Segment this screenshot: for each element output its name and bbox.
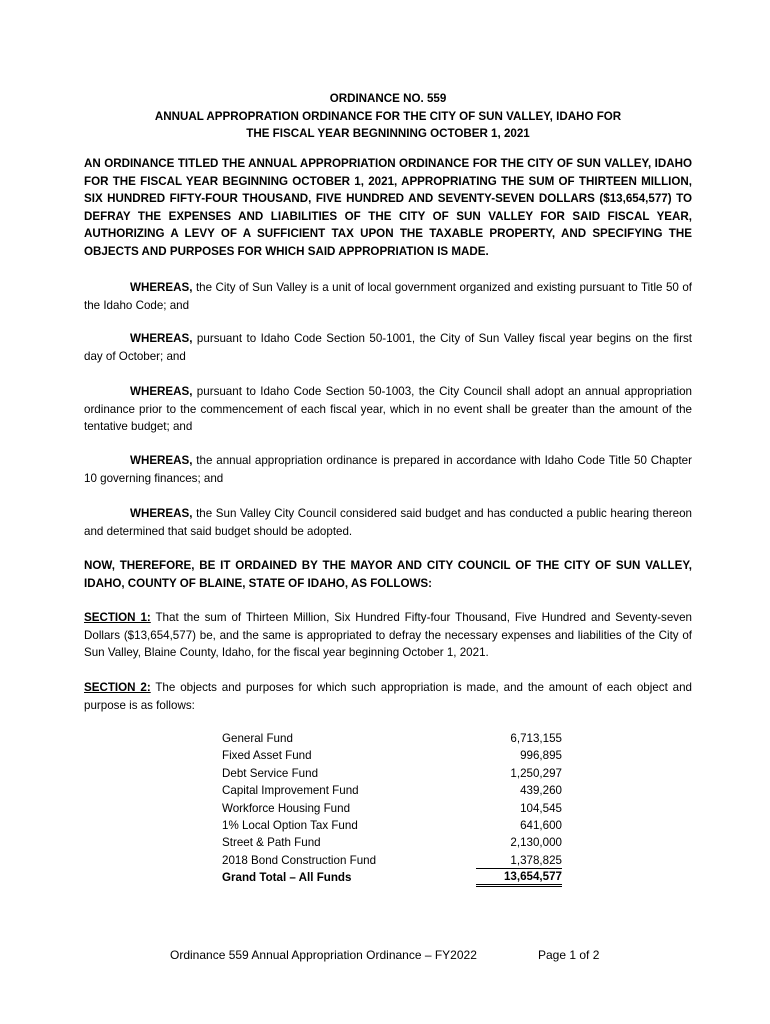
fund-row (222, 817, 562, 834)
whereas-paragraph (84, 279, 692, 314)
fund-row (222, 765, 562, 782)
whereas-text: pursuant to Idaho Code Section 50-1001, the City of Sun Valley fiscal year begins on the first day of October; and (84, 332, 692, 363)
whereas-text: the Sun Valley City Council considered said budget and has conducted a public hearing thereon and determined that said budget should be adopted. (84, 507, 692, 538)
section-1 (84, 609, 692, 662)
fund-name: Workforce Housing Fund (222, 801, 351, 815)
fund-name: Debt Service Fund (222, 766, 319, 780)
fund-amount: 996,895 (520, 749, 562, 763)
fund-row (222, 800, 562, 817)
now-therefore-clause: NOW, THEREFORE, BE IT ORDAINED BY THE MAYOR AND CITY COUNCIL OF THE CITY OF SUN VALLEY, IDAHO, COUNTY OF BLAINE, STATE OF IDAHO, AS FOLLOWS: (84, 559, 692, 590)
fund-row (222, 730, 562, 747)
whereas-text: the annual appropriation ordinance is prepared in accordance with Idaho Code Title 50 Chapter 10 governing finances; and (84, 454, 692, 485)
fund-name: Capital Improvement Fund (222, 784, 359, 798)
grand-total-row (222, 869, 562, 886)
footer-title: Ordinance 559 Annual Appropriation Ordinance – FY2022 (170, 948, 477, 962)
fund-name: General Fund (222, 732, 293, 745)
fund-amount: 641,600 (520, 818, 562, 832)
section-2 (84, 679, 692, 714)
grand-total-amount: 13,654,577 (476, 869, 562, 886)
ordinance-title-line-1: ANNUAL APPROPRATION ORDINANCE FOR THE CITY OF SUN VALLEY, IDAHO FOR (154, 109, 622, 123)
ordinance-title-line-2: THE FISCAL YEAR BEGNINNING OCTOBER 1, 2021 (246, 127, 530, 141)
fund-name: 2018 Bond Construction Fund (222, 853, 377, 867)
whereas-lead: WHEREAS, (130, 454, 193, 467)
ordinance-number: ORDINANCE NO. 559 (329, 92, 447, 105)
fund-amount: 1,378,825 (476, 852, 562, 869)
fund-amount: 104,545 (520, 801, 562, 815)
page-number: Page 1 of 2 (538, 948, 600, 962)
funds-table (222, 730, 562, 887)
whereas-lead: WHEREAS, (130, 281, 193, 294)
fund-name: 1% Local Option Tax Fund (222, 818, 358, 832)
whereas-paragraph (84, 452, 692, 487)
fund-amount: 1,250,297 (510, 766, 562, 780)
fund-amount: 6,713,155 (510, 732, 562, 745)
grand-total-label: Grand Total – All Funds (222, 871, 352, 885)
fund-row (222, 834, 562, 851)
fund-amount: 439,260 (520, 784, 562, 798)
whereas-lead: WHEREAS, (130, 507, 193, 520)
section-1-text: That the sum of Thirteen Million, Six Hundred Fifty-four Thousand, Five Hundred and Seventy-seven Dollars ($13,654,577) be, and the same is appropriated to defray the necessary expenses and liabilities of the City of Sun Valley, Blaine County, Idaho, for the fiscal year beginning October 1, 2021. (84, 611, 692, 660)
section-1-label: SECTION 1: (84, 611, 151, 624)
ordinance-header (84, 90, 692, 143)
whereas-paragraph (84, 505, 692, 540)
fund-amount: 2,130,000 (510, 836, 562, 850)
section-2-label: SECTION 2: (84, 681, 151, 694)
fund-name: Street & Path Fund (222, 836, 321, 850)
fund-row (222, 852, 562, 869)
whereas-text: the City of Sun Valley is a unit of local government organized and existing pursuant to Title 50 of the Idaho Code; and (84, 281, 692, 312)
fund-row (222, 747, 562, 764)
whereas-paragraph (84, 330, 692, 365)
title-paragraph: AN ORDINANCE TITLED THE ANNUAL APPROPRIATION ORDINANCE FOR THE CITY OF SUN VALLEY, IDAHO FOR THE FISCAL YEAR BEGINNING OCTOBER 1, 2021, APPROPRIATING THE SUM OF THIRTEEN MILLION, SIX HUNDRED FIFTY-FOUR THOUSAND, FIVE HUNDRED AND SEVENTY-SEVEN DOLLARS ($13,654,577) TO DEFRAY THE EXPENSES AND LIABILITIES OF THE CITY OF SUN VALLEY FOR SAID FISCAL YEAR, AUTHORIZING A LEVY OF A SUFFICIENT TAX UPON THE TAXABLE PROPERTY, AND SPECIFYING THE OBJECTS AND PURPOSES FOR WHICH SAID APPROPRIATION IS MADE. (84, 157, 692, 258)
whereas-text: pursuant to Idaho Code Section 50-1003, the City Council shall adopt an annual appropriation ordinance prior to the commencement of each fiscal year, which in no event shall be greater than the amount of the tentative budget; and (84, 385, 692, 434)
section-2-text: The objects and purposes for which such appropriation is made, and the amount of each object and purpose is as follows: (84, 681, 692, 712)
whereas-paragraph (84, 383, 692, 436)
fund-row (222, 782, 562, 799)
whereas-lead: WHEREAS, (130, 332, 193, 345)
whereas-lead: WHEREAS, (130, 385, 193, 398)
fund-name: Fixed Asset Fund (222, 749, 312, 763)
